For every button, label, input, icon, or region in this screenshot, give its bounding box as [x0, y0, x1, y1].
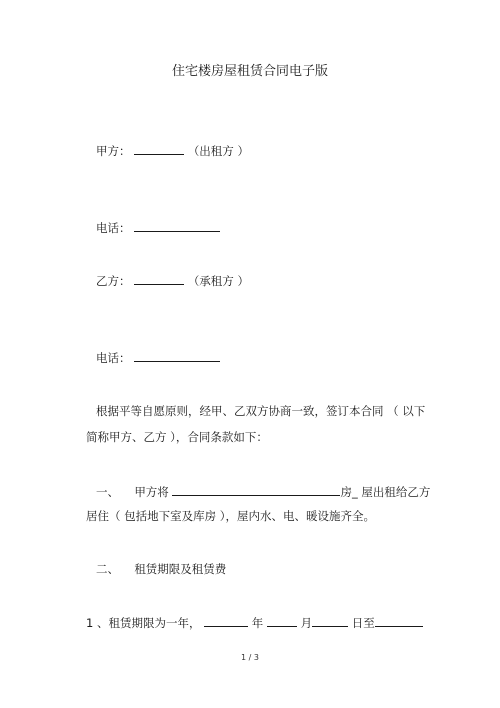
clause-2-heading: 租赁期限及租赁费 [134, 562, 227, 576]
phone-b-blank[interactable] [134, 349, 220, 362]
phone-b-line [96, 349, 220, 366]
clause-1-line-1 [96, 483, 430, 500]
phone-a-label: 电话： [96, 221, 131, 235]
party-a-label: 甲方： [96, 144, 131, 158]
clause-1-after-blank: 房_ 屋出租给乙方 [340, 485, 431, 499]
page-number: 1 / 3 [241, 653, 259, 662]
item-1-line [86, 614, 423, 631]
item-1-day-to: 日至 [351, 616, 375, 630]
party-b-label: 乙方： [96, 274, 131, 288]
intro-line-2: 简称甲方、乙方 ），合同条款如下： [86, 430, 268, 444]
clause-2-number: 二、 [96, 562, 119, 576]
clause-2-heading-line [96, 561, 226, 577]
party-a-role: （出租方 ） [187, 144, 249, 158]
document-title: 住宅楼房屋租赁合同电子版 [171, 64, 328, 79]
party-b-line [96, 272, 249, 289]
clause-1-lead: 甲方将 [134, 485, 169, 499]
phone-a-blank[interactable] [134, 219, 220, 232]
end-date-blank[interactable] [375, 614, 423, 627]
clause-1-number: 一、 [96, 485, 119, 499]
phone-a-line [96, 219, 220, 236]
property-address-blank[interactable] [172, 483, 340, 496]
party-a-name-blank[interactable] [134, 142, 184, 155]
item-1-month: 月 [300, 616, 313, 630]
item-1-lead: 1 、租赁期限为一年， [86, 616, 201, 630]
item-1-year: 年 [251, 616, 264, 630]
party-b-role: （承租方 ） [187, 274, 249, 288]
party-b-name-blank[interactable] [134, 272, 184, 285]
start-year-blank[interactable] [204, 614, 248, 627]
start-month-blank[interactable] [267, 614, 297, 627]
intro-line-1: 根据平等自愿原则，经甲、乙双方协商一致，签订本合同 （ 以下 [96, 404, 426, 418]
start-day-blank[interactable] [312, 614, 348, 627]
phone-b-label: 电话： [96, 351, 131, 365]
clause-1-line-2: 居住（ 包括地下室及库房 ），屋内水、电、暖设施齐全。 [86, 509, 376, 523]
party-a-line [96, 142, 249, 159]
